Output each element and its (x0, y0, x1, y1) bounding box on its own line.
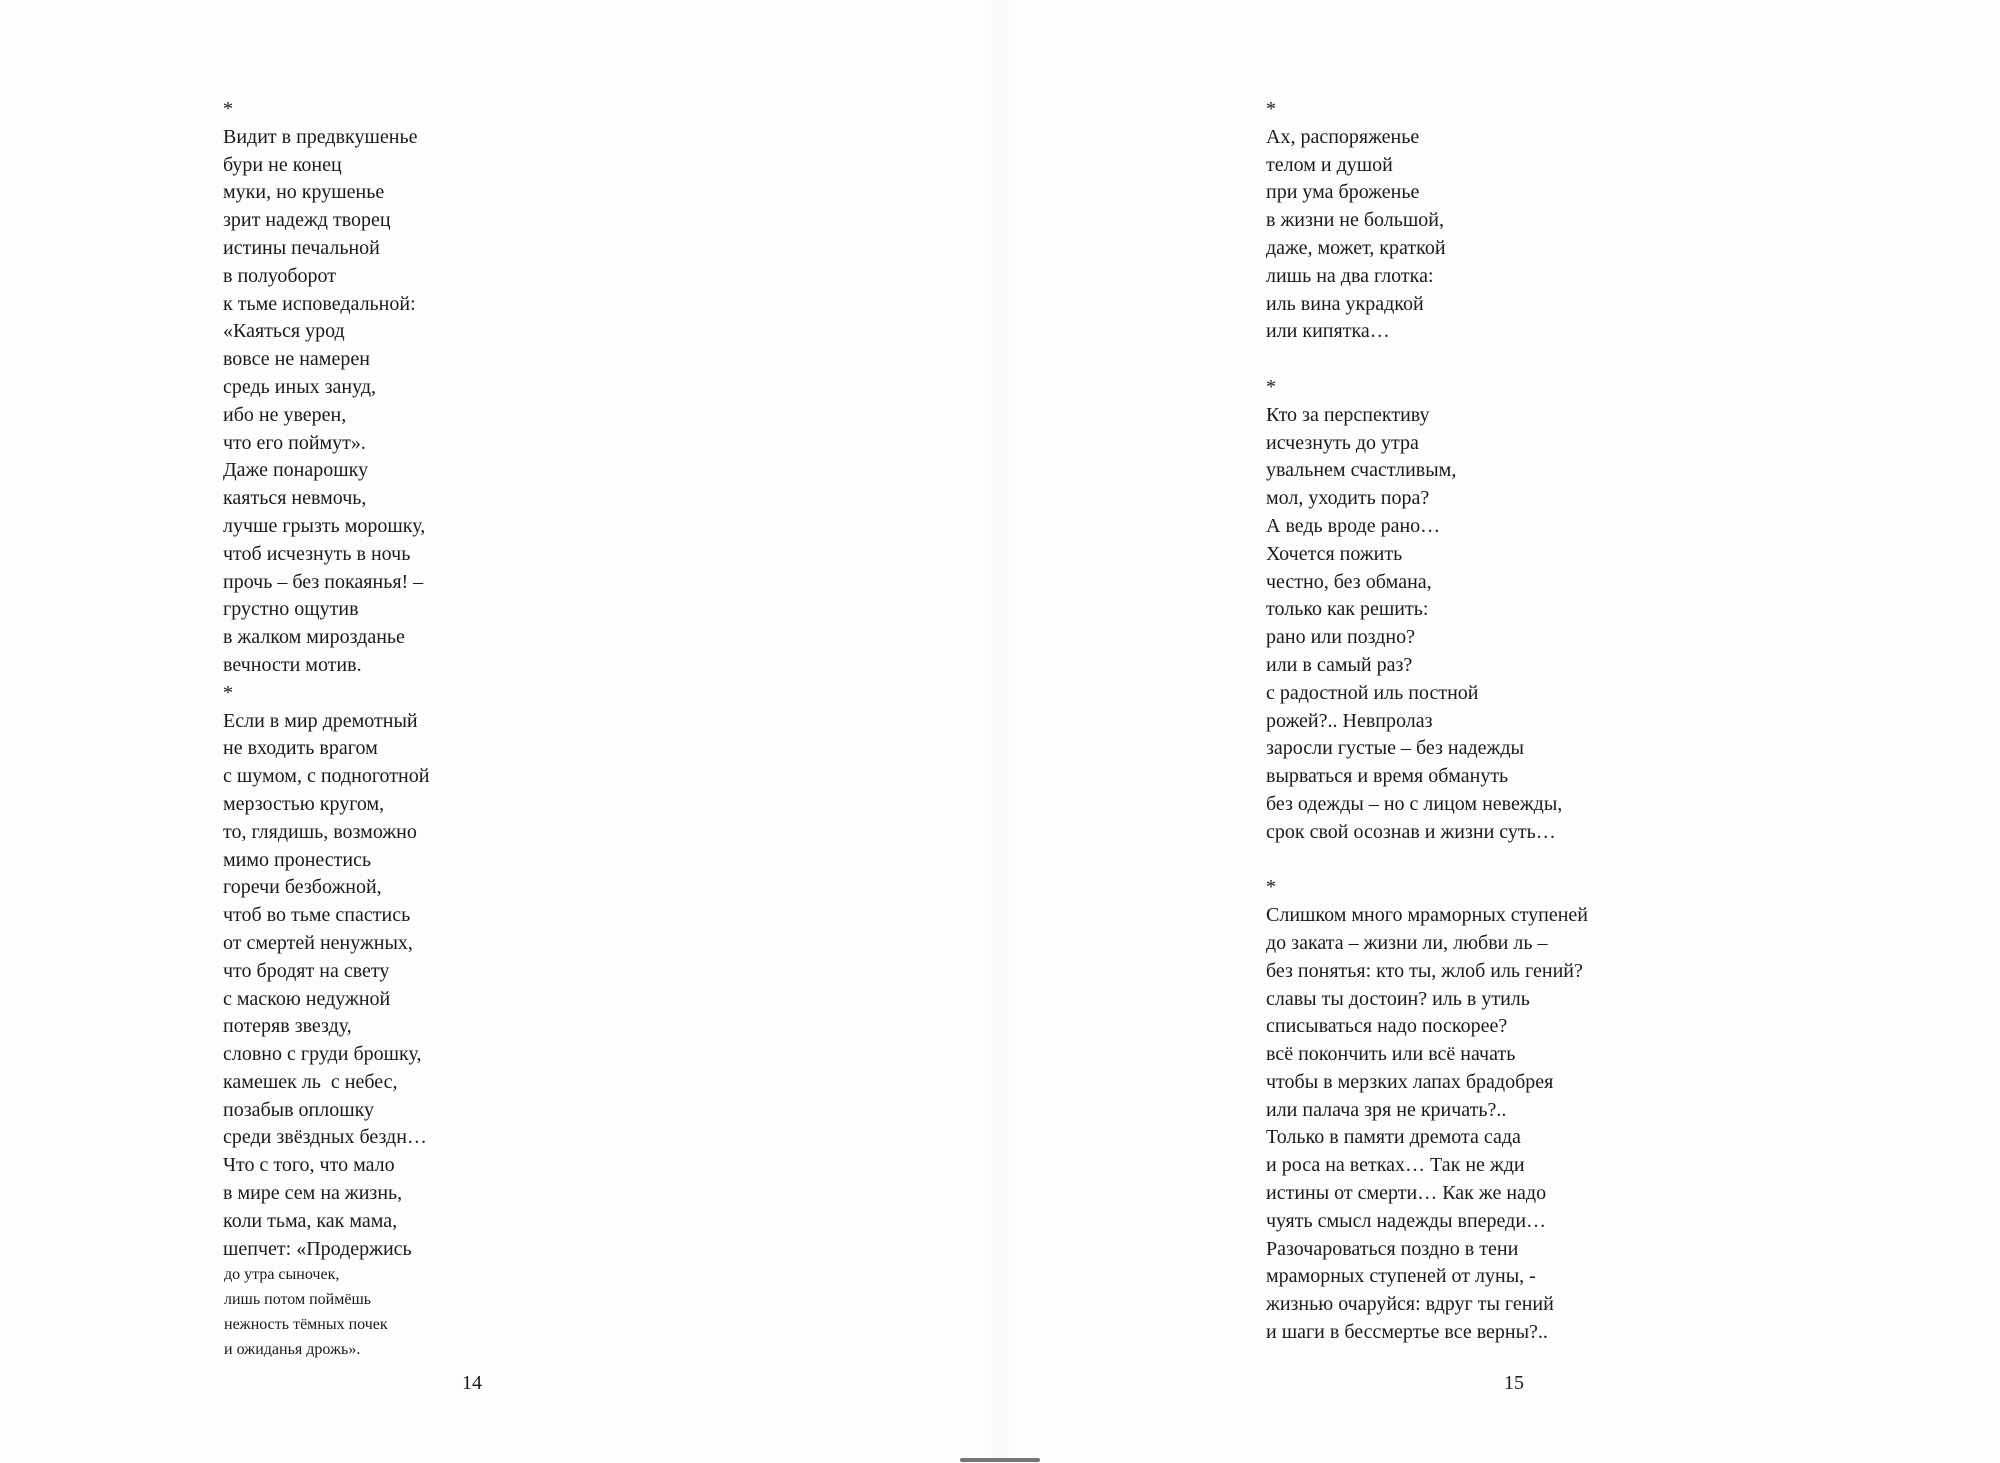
left-poem-ending-text: до утра сыночек, лишь потом поймёшь нежность тёмных почек и ожиданья дрожь». (224, 1266, 388, 1358)
left-poem-text: * Видит в предвкушенье бури не конец муки, но крушенье зрит надежд творец истины печальной в полуоборот к тьме исповедальной: «Каяться урод вовсе не намерен средь иных зануд, ибо не уверен, что его поймут». Даже понарошку каяться невмочь, лучше грызть морошку, чтоб исчезнуть в ночь прочь – без покаянья! – грустно ощутив в жалком мирозданье вечности мотив. * Если в мир дремотный не входить врагом с шумом, с подноготной мерзостью кругом, то, глядишь, возможно мимо пронестись горечи безбожной, чтоб во тьме спастись от смертей ненужных, что бродят на свету с маскою недужной потеряв звезду, словно с груди брошку, камешек ль с небес, позабыв оплошку среди звёздных бездн… Что с того, что мало в мире сем на жизнь, коли тьма, как мама, шепчет: «Продержись (223, 98, 430, 1260)
page-number-left: 14 (462, 1372, 482, 1394)
right-poem-text: * Ах, распоряженье телом и душой при ума броженье в жизни не большой, даже, может, краткой лишь на два глотка: иль вина украдкой или кипятка… * Кто за перспективу исчезнуть до утра увальнем счастливым, мол, уходить пора? А ведь вроде рано… Хочется пожить честно, без обмана, только как решить: рано или поздно? или в самый раз? с радостной иль постной рожей?.. Невпролаз заросли густые – без надежды вырваться и время обмануть без одежды – но с лицом невежды, срок свой осознав и жизни суть… * Слишком много мраморных ступеней до заката – жизни ли, любви ль – без понятья: кто ты, жлоб иль гений? славы ты достоин? иль в утиль списываться надо поскорее? всё покончить или всё начать чтобы в мерзких лапах брадобрея или палача зря не кричать?.. Только в памяти дремота сада и роса на ветках… Так не жди истины от смерти… Как же надо чуять смысл надежды впереди… Разочароваться поздно в тени мраморных ступеней от луны, - жизнью очаруйся: вдруг ты гений и шаги в бессмертье все верны?.. (1266, 98, 1589, 1344)
page-number-right: 15 (1504, 1372, 1524, 1394)
bottom-edge-mark (960, 1458, 1040, 1462)
